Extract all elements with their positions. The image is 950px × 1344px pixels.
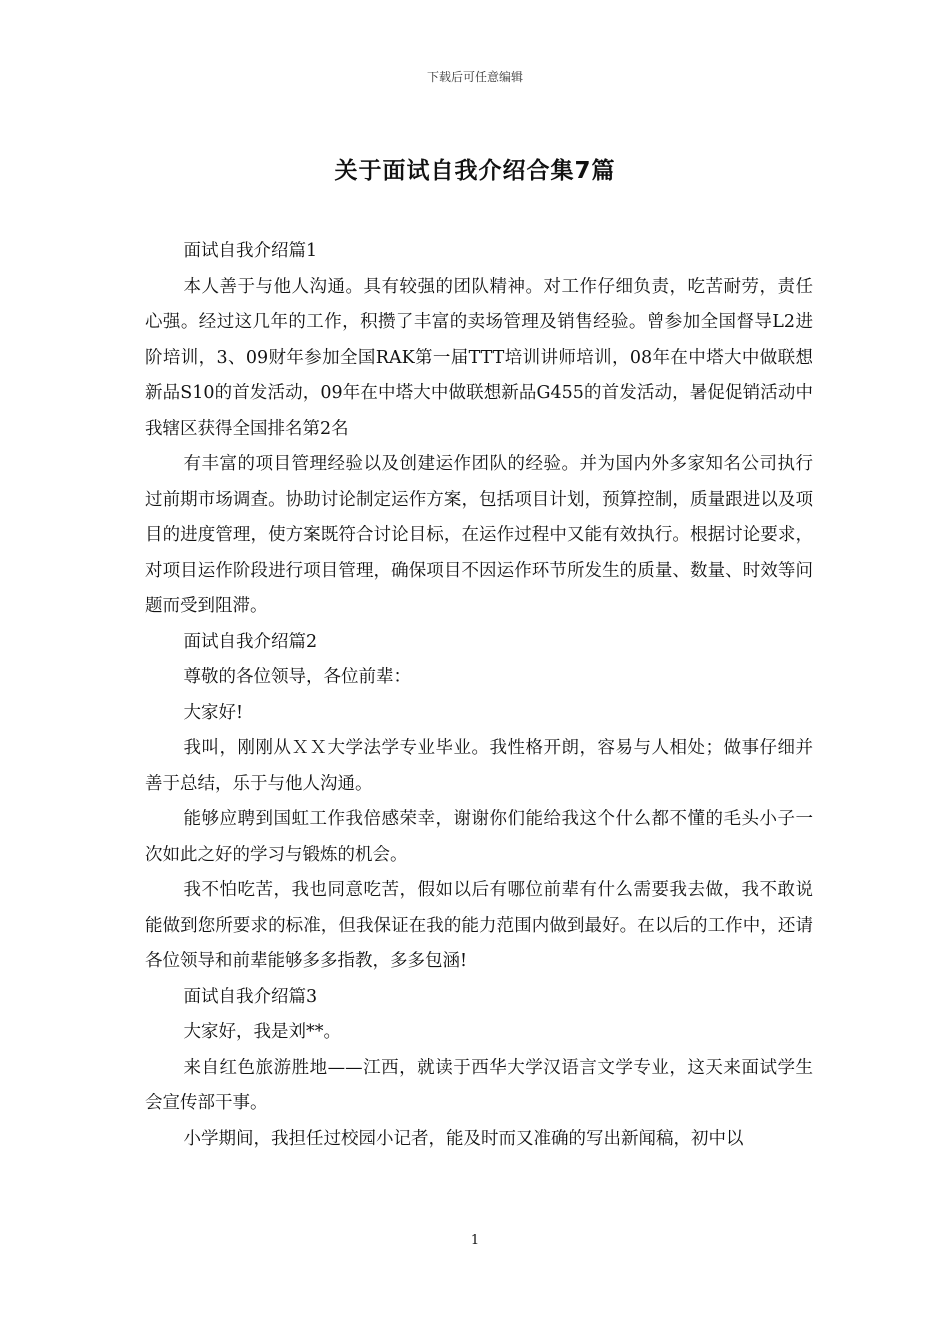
paragraph: 有丰富的项目管理经验以及创建运作团队的经验。并为国内外多家知名公司执行过前期市场调查。协助讨论制定运作方案，包括项目计划，预算控制，质量跟进以及项目的进度管理，使方案既符合讨论目标，在运作过程中又能有效执行。根据讨论要求，对项目运作阶段进行项目管理，确保项目不因运作环节所发生的质量、数量、时效等问题而受到阻滞。 [145,454,813,616]
section-heading-1: 面试自我介绍篇1 [183,241,318,261]
paragraph: 小学期间，我担任过校园小记者，能及时而又准确的写出新闻稿，初中以 [183,1128,744,1149]
paragraph: 我叫，刚刚从ＸＸ大学法学专业毕业。我性格开朗，容易与人相处；做事仔细并善于总结，乐于与他人沟通。 [145,738,813,794]
page-header-note: 下载后可任意编辑 [426,70,523,84]
document-title: 关于面试自我介绍合集7篇 [334,158,616,184]
paragraph: 大家好，我是刘**。 [183,1022,341,1042]
document-body [145,234,813,1157]
paragraph: 来自红色旅游胜地——江西，就读于西华大学汉语言文学专业，这天来面试学生会宣传部干事。 [145,1057,813,1113]
paragraph: 尊敬的各位领导，各位前辈： [183,667,411,687]
section-heading-3: 面试自我介绍篇3 [183,986,318,1007]
paragraph: 能够应聘到国虹工作我倍感荣幸，谢谢你们能给我这个什么都不懂的毛头小子一次如此之好的学习与锻炼的机会。 [145,809,813,865]
section-heading-2: 面试自我介绍篇2 [183,631,318,652]
paragraph: 大家好! [183,702,244,723]
page-number: 1 [470,1233,480,1248]
paragraph: 我不怕吃苦，我也同意吃苦，假如以后有哪位前辈有什么需要我去做，我不敢说能做到您所要求的标准，但我保证在我的能力范围内做到最好。在以后的工作中，还请各位领导和前辈能够多多指教，多多包涵! [145,880,813,971]
paragraph: 本人善于与他人沟通。具有较强的团队精神。对工作仔细负责，吃苦耐劳，责任心强。经过这几年的工作，积攒了丰富的卖场管理及销售经验。曾参加全国督导L2进阶培训，3、09财年参加全国RAK第一届TTT培训讲师培训，08年在中塔大中做联想新品S10的首发活动，09年在中塔大中做联想新品G455的首发活动，暑促促销活动中我辖区获得全国排名第2名 [145,276,813,439]
